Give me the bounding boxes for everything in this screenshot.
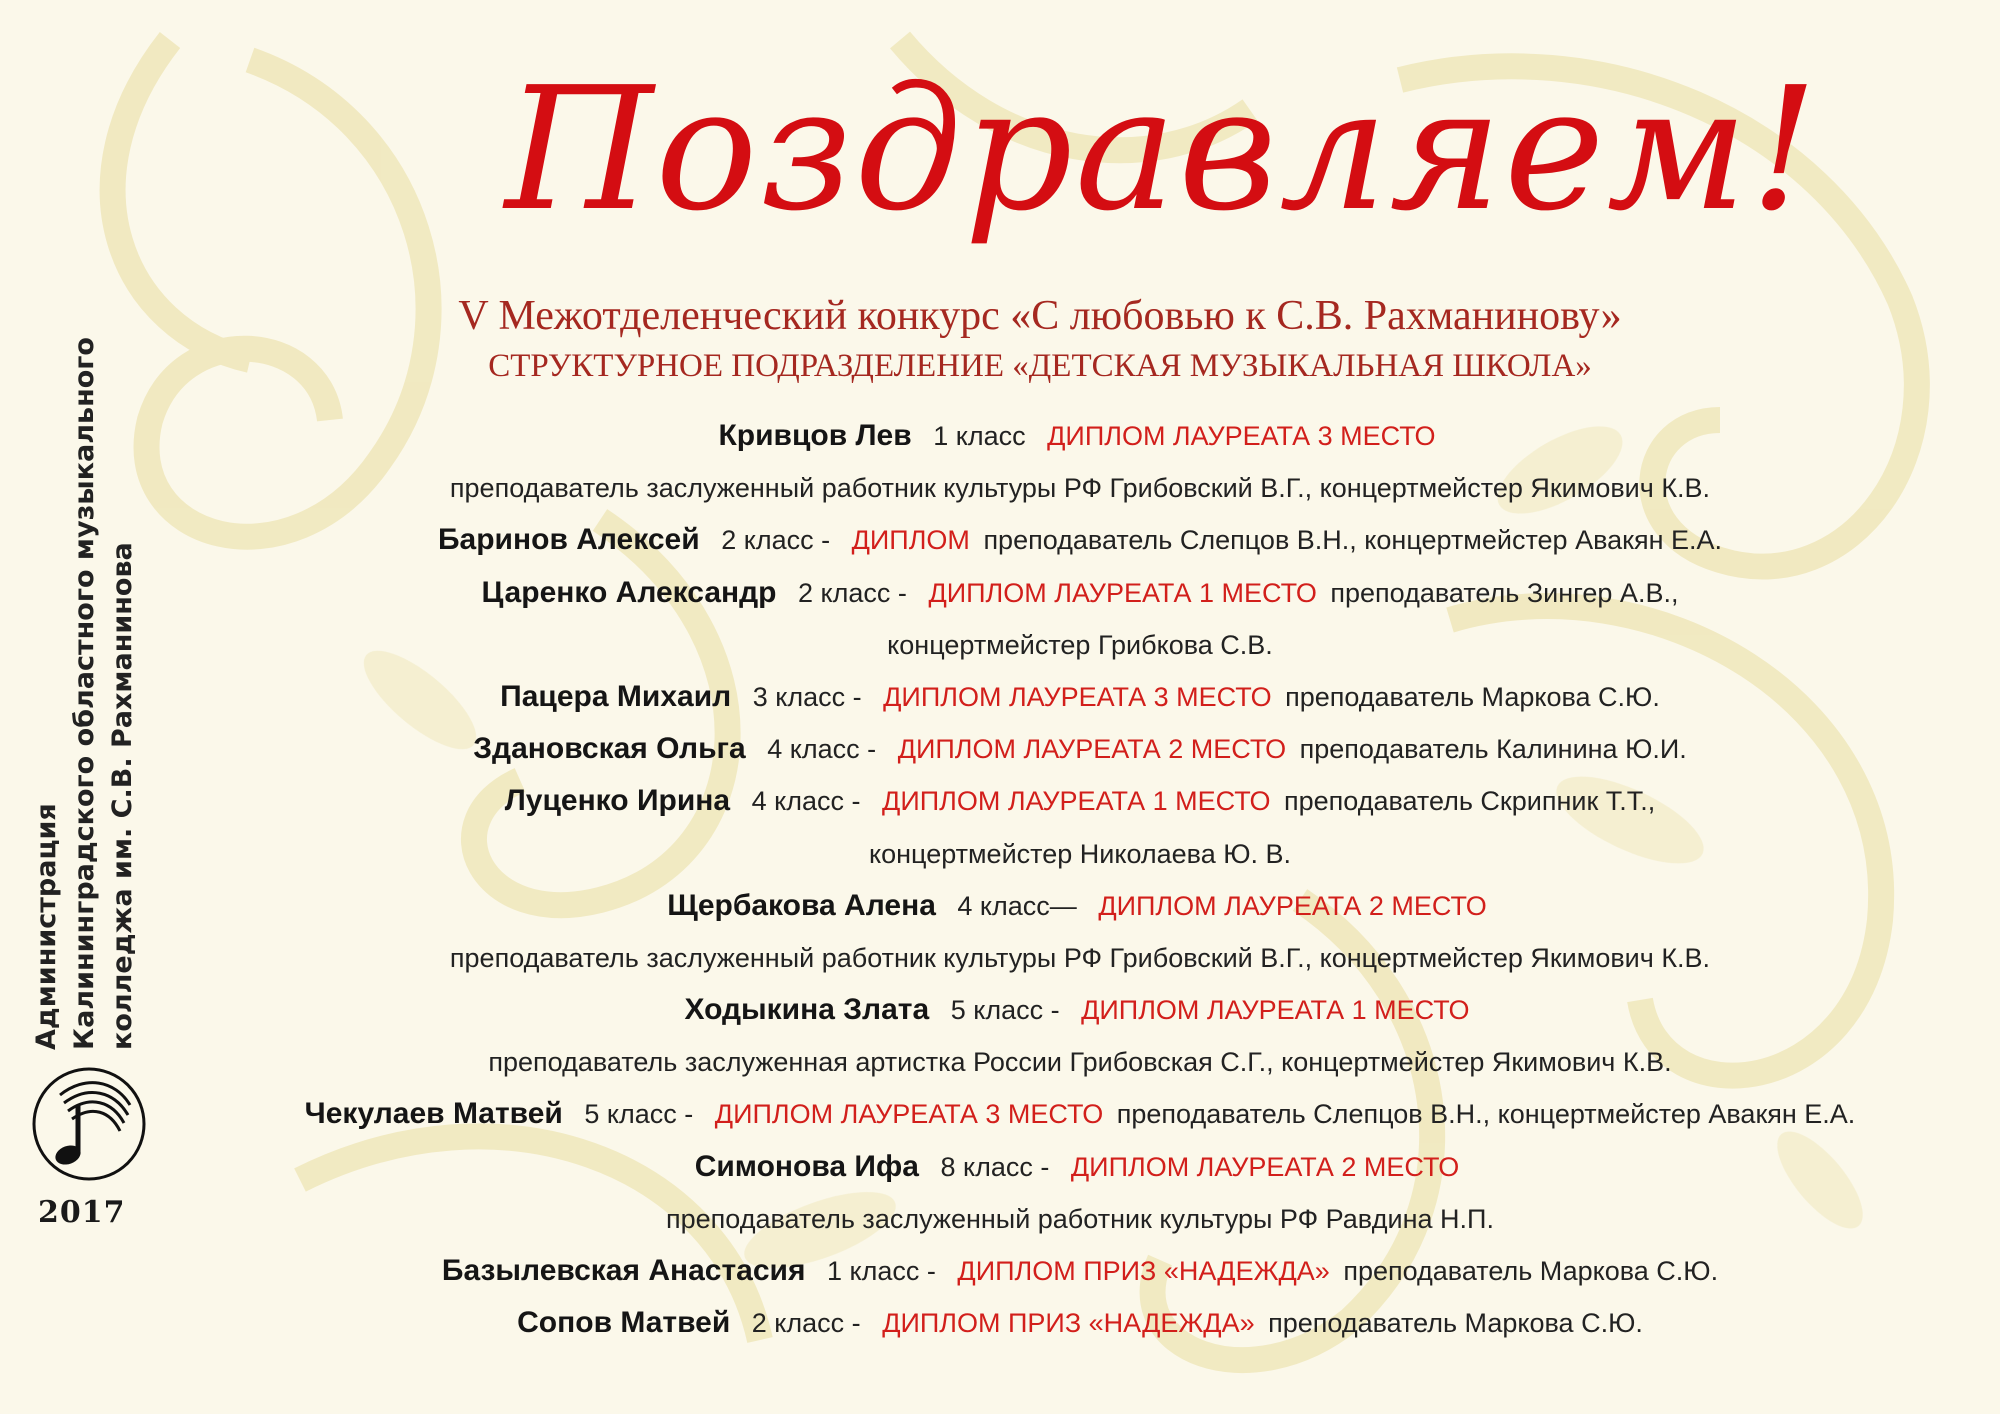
award-label: ДИПЛОМ ЛАУРЕАТА 2 МЕСТО [1098, 890, 1487, 921]
student-name: Луценко Ирина [504, 784, 731, 818]
award-label: ДИПЛОМ ЛАУРЕАТА 3 МЕСТО [1047, 421, 1436, 451]
teacher-info: преподаватель Маркова С.Ю. [1268, 1308, 1643, 1339]
page-title: Поздравляем! [505, 51, 1820, 249]
award-label: ДИПЛОМ ПРИЗ «НАДЕЖДА» [882, 1308, 1255, 1339]
class-label: 3 класс - [752, 681, 862, 712]
award-label: ДИПЛОМ ЛАУРЕАТА 1 МЕСТО [1081, 995, 1470, 1026]
list-item [180, 1036, 1980, 1088]
award-label: ДИПЛОМ [851, 525, 970, 556]
student-name: Базылевская Анастасия [441, 1254, 806, 1287]
class-label: 4 класс - [767, 734, 877, 765]
teacher-info: концертмейстер Николаева Ю. В. [868, 838, 1292, 869]
teacher-info: преподаватель заслуженный работник культуры РФ Грибовский В.Г., концертмейстер Якимович К.В. [449, 942, 1711, 973]
institution-line-2: Калининградского областного музыкального [69, 337, 100, 1050]
year-label: 2017 [38, 1195, 126, 1230]
teacher-info: преподаватель Маркова С.Ю. [1285, 681, 1660, 712]
list-item [180, 567, 1980, 619]
class-label: 5 класс - [584, 1099, 694, 1130]
student-name: Щербакова Алена [667, 888, 936, 922]
list-item [180, 671, 1980, 723]
teacher-info: преподаватель заслуженная артистка России Грибовская С.Г., концертмейстер Якимович К.В. [488, 1047, 1672, 1078]
list-item [180, 984, 1980, 1036]
award-label: ДИПЛОМ ЛАУРЕАТА 3 МЕСТО [883, 681, 1272, 712]
teacher-info: преподаватель Маркова С.Ю. [1343, 1256, 1719, 1286]
list-item [180, 1193, 1980, 1245]
list-item [180, 880, 1980, 932]
class-label: 1 класс [933, 421, 1026, 451]
student-name: Симонова Ифа [694, 1149, 919, 1183]
award-label: ДИПЛОМ ЛАУРЕАТА 1 МЕСТО [928, 577, 1317, 608]
teacher-info: преподаватель Зингер А.В., [1330, 577, 1679, 608]
list-item [180, 619, 1980, 671]
laureate-list [180, 410, 1980, 1349]
teacher-info: концертмейстер Грибкова С.В. [887, 629, 1273, 660]
list-item [180, 462, 1980, 514]
institution-line-3: колледжа им. С.В. Рахманинова [107, 542, 138, 1050]
class-label: 1 класс - [827, 1256, 936, 1286]
list-item [180, 1141, 1980, 1193]
teacher-info: преподаватель заслуженный работник культуры РФ Грибовский В.Г., концертмейстер Якимович К.В. [449, 473, 1711, 504]
teacher-info: преподаватель Слепцов В.Н., концертмейстер Авакян Е.А. [983, 525, 1722, 556]
student-name: Здановская Ольга [473, 732, 746, 766]
award-label: ДИПЛОМ ЛАУРЕАТА 2 МЕСТО [1070, 1151, 1460, 1182]
student-name: Баринов Алексей [437, 523, 700, 557]
award-label: ДИПЛОМ ЛАУРЕАТА 2 МЕСТО [897, 734, 1287, 765]
list-item [180, 1245, 1980, 1297]
class-label: 2 класс - [798, 577, 907, 608]
teacher-info: преподаватель Слепцов В.Н., концертмейстер Авакян Е.А. [1116, 1099, 1856, 1130]
department-name: СТРУКТУРНОЕ ПОДРАЗДЕЛЕНИЕ «ДЕТСКАЯ МУЗЫКАЛЬНАЯ ШКОЛА» [488, 348, 1592, 384]
class-label: 4 класс— [957, 890, 1077, 921]
student-name: Пацера Михаил [500, 679, 732, 713]
sidebar [0, 0, 180, 1414]
title-area [505, 40, 1820, 310]
list-item [180, 828, 1980, 880]
class-label: 8 класс - [940, 1151, 1050, 1182]
list-item [180, 410, 1980, 462]
student-name: Царенко Александр [481, 575, 777, 609]
teacher-info: преподаватель Скрипник Т.Т., [1284, 786, 1656, 817]
student-name: Чекулаев Матвей [304, 1097, 563, 1131]
list-item [180, 514, 1980, 566]
list-item [180, 1088, 1980, 1140]
list-item [180, 932, 1980, 984]
institution-name [28, 337, 142, 1050]
student-name: Кривцов Лев [718, 419, 912, 452]
class-label: 2 класс - [721, 525, 831, 556]
student-name: Ходыкина Злата [684, 993, 930, 1027]
award-label: ДИПЛОМ ПРИЗ «НАДЕЖДА» [957, 1256, 1330, 1286]
list-item [180, 1297, 1980, 1349]
institution-line-1: Администрация [31, 803, 62, 1050]
list-item [180, 723, 1980, 775]
class-label: 5 класс - [950, 995, 1060, 1026]
contest-name: V Межотделенческий конкурс «С любовью к С.В. Рахманинову» [458, 293, 1622, 339]
teacher-info: преподаватель Калинина Ю.И. [1299, 734, 1687, 765]
list-item [180, 775, 1980, 827]
music-note-icon [30, 1065, 148, 1183]
class-label: 4 класс - [751, 786, 861, 817]
award-label: ДИПЛОМ ЛАУРЕАТА 3 МЕСТО [714, 1099, 1104, 1130]
teacher-info: преподаватель заслуженный работник культуры РФ Равдина Н.П. [666, 1203, 1494, 1234]
student-name: Сопов Матвей [517, 1306, 731, 1340]
class-label: 2 класс - [751, 1308, 861, 1339]
award-label: ДИПЛОМ ЛАУРЕАТА 1 МЕСТО [882, 786, 1271, 817]
